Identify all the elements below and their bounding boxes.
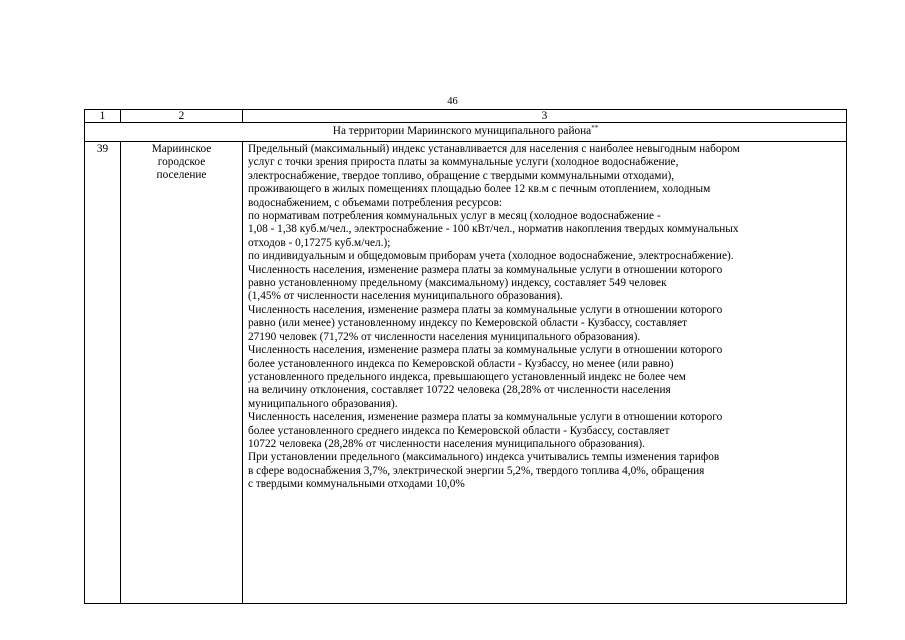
description-line: 1,08 - 1,38 куб.м/чел., электроснабжение - 100 кВт/чел., норматив накопления твердых коммунальных [248,223,739,236]
section-title-cell [85,123,847,142]
municipality-name-line: Мариинское [151,143,212,155]
description-line: Численность населения, изменение размера платы за коммунальные услуги в отношении которого [248,303,723,316]
municipality-name [121,142,243,604]
description-line: равно (или менее) установленному индексу по Кемеровской области - Кузбассу, составляет [248,317,688,330]
description-line: на величину отклонения, составляет 10722 человека (28,28% от численности населения [248,384,671,397]
column-number-row [85,110,847,123]
description-line: Предельный (максимальный) индекс устанавливается для населения с наиболее невыгодным набором [248,143,740,155]
description-line: электроснабжение, твердое топливо, обращение с твердыми коммунальными отходами), [248,169,675,182]
column-number-3: 3 [243,110,847,123]
municipality-name-line: поселение [156,169,207,181]
description-line: в сфере водоснабжения 3,7%, электрической энергии 5,2%, твердого топлива 4,0%, обращения [248,464,705,477]
description-line: Численность населения, изменение размера платы за коммунальные услуги в отношении которого [248,263,723,276]
municipality-name-line: городское [157,156,206,168]
description-line: по нормативам потребления коммунальных услуг в месяц (холодное водоснабжение - [248,210,661,223]
description-line: (1,45% от численности населения муниципального образования). [248,290,563,303]
description-line: Численность населения, изменение размера платы за коммунальные услуги в отношении которого [248,411,723,424]
page-number: 46 [447,96,458,107]
table-row [85,142,847,604]
description-line: При установлении предельного (максимального) индекса учитывались темпы изменения тарифов [248,451,720,464]
column-number-1: 1 [85,110,121,123]
footnote-mark: ** [591,124,599,132]
row-number: 39 [85,142,121,604]
description-line: услуг с точки зрения прироста платы за коммунальные услуги (холодное водоснабжение, [248,156,679,169]
description-line: по индивидуальным и общедомовым приборам учета (холодное водоснабжение, электроснабжение). [248,250,734,263]
column-number-2: 2 [121,110,243,123]
index-description [243,142,847,604]
description-line: 10722 человека (28,28% от численности населения муниципального образования). [248,437,646,450]
description-line: проживающего в жилых помещениях площадью более 12 кв.м с печным отоплением, холодным [248,183,711,196]
description-line: с твердыми коммунальными отходами 10,0% [248,478,465,491]
section-row [85,123,847,142]
description-line: более установленного индекса по Кемеровской области - Кузбассу, но менее (или равно) [248,357,674,370]
description-line: равно установленному предельному (максимальному) индексу, составляет 549 человек [248,277,667,290]
description-line: отходов - 0,17275 куб.м/чел.); [248,236,391,249]
tariff-index-table [84,109,847,604]
description-line: более установленного среднего индекса по Кемеровской области - Кузбассу, составляет [248,424,670,437]
description-line: Численность населения, изменение размера платы за коммунальные услуги в отношении которого [248,344,723,357]
description-line: муниципального образования). [248,397,398,410]
description-line: водоснабжением, с объемами потребления ресурсов: [248,196,503,209]
description-line: установленного предельного индекса, превышающего установленный индекс не более чем [248,370,686,383]
description-line: 27190 человек (71,72% от численности населения муниципального образования). [248,330,641,343]
section-title: На территории Мариинского муниципального района [332,125,592,137]
